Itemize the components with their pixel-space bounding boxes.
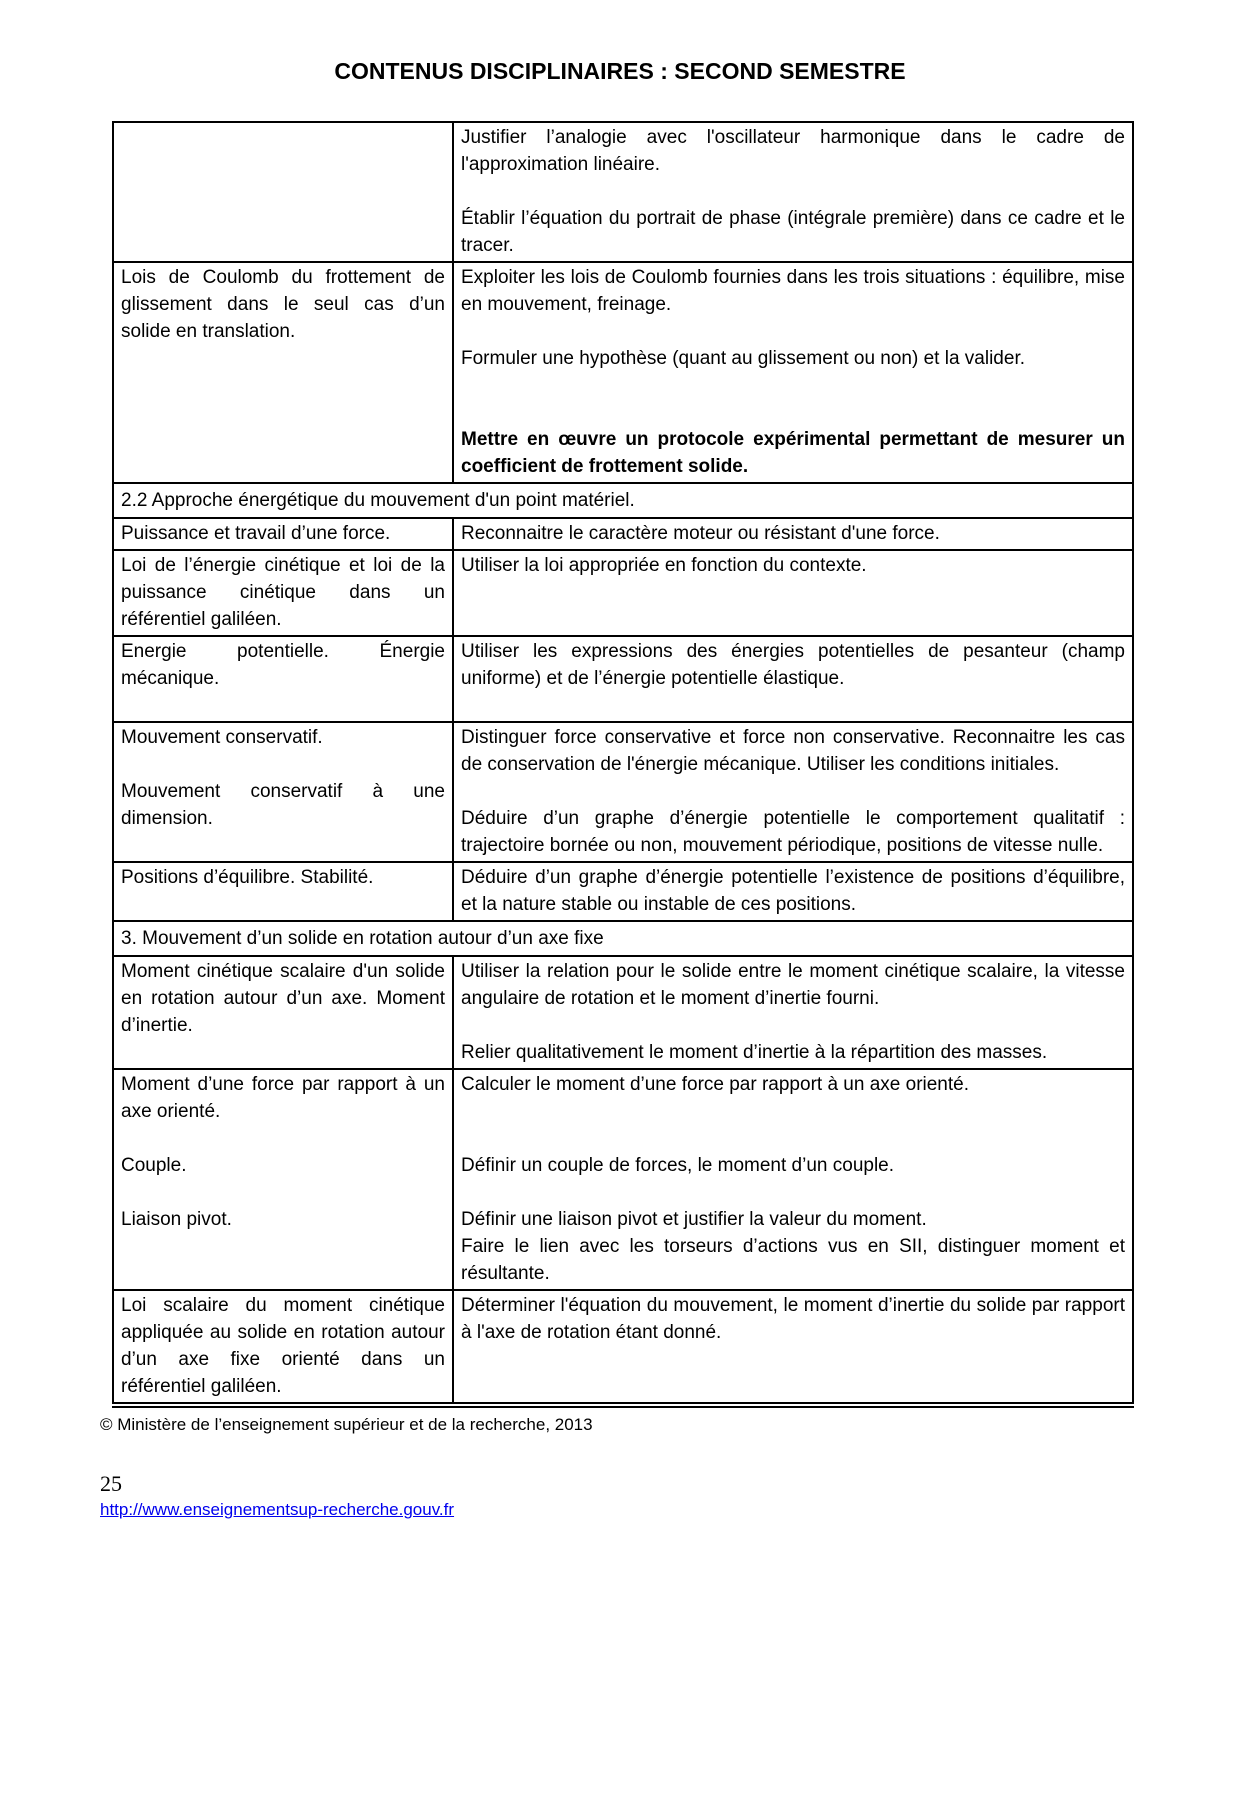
blank-line — [461, 178, 1125, 205]
blank-line — [461, 1125, 1125, 1152]
curriculum-table-container — [112, 121, 1134, 1408]
capacites-cell — [453, 262, 1133, 483]
cell-text: Puissance et travail d’une force. — [121, 523, 391, 544]
table-row — [113, 518, 1133, 550]
notions-cell — [113, 518, 453, 550]
blank-line — [461, 399, 1125, 426]
capacites-cell — [453, 1069, 1133, 1290]
capacites-cell — [453, 956, 1133, 1069]
table-row — [113, 550, 1133, 636]
cell-text: Couple. — [121, 1155, 187, 1176]
notions-cell — [113, 862, 453, 921]
capacites-cell — [453, 550, 1133, 636]
section-row — [113, 483, 1133, 518]
blank-line — [461, 692, 1125, 719]
notions-cell — [113, 956, 453, 1069]
copyright-notice: © Ministère de l’enseignement supérieur et de la recherche, 2013 — [100, 1415, 593, 1434]
cell-text: Définir une liaison pivot et justifier la valeur du moment. — [461, 1209, 927, 1230]
cell-text: Justifier l’analogie avec l'oscillateur harmonique dans le cadre de l'approximation linéaire. — [461, 127, 1125, 175]
cell-text: Distinguer force conservative et force non conservative. Reconnaitre les cas de conservation de l'énergie mécanique. Utiliser les conditions initiales. — [461, 727, 1125, 775]
capacites-cell — [453, 1290, 1133, 1405]
cell-text: Utiliser la loi appropriée en fonction du contexte. — [461, 555, 867, 576]
table-row — [113, 722, 1133, 862]
cell-text: Relier qualitativement le moment d’inertie à la répartition des masses. — [461, 1042, 1048, 1063]
table-row — [113, 636, 1133, 722]
notions-cell — [113, 122, 453, 262]
blank-line — [461, 1179, 1125, 1206]
blank-line — [461, 1098, 1125, 1125]
notions-cell — [113, 550, 453, 636]
cell-text: Exploiter les lois de Coulomb fournies dans les trois situations : équilibre, mise en mouvement, freinage. — [461, 267, 1125, 315]
section-title: 2.2 Approche énergétique du mouvement d'un point matériel. — [113, 483, 1133, 518]
cell-text: Déterminer l'équation du mouvement, le moment d’inertie du solide par rapport à l'axe de rotation étant donné. — [461, 1295, 1125, 1343]
capacite-bold-text: Mettre en œuvre un protocole expérimental permettant de mesurer un coefficient de frottement solide. — [461, 429, 1125, 477]
table-row — [113, 956, 1133, 1069]
notions-cell — [113, 636, 453, 722]
cell-text: Energie potentielle. Énergie mécanique. — [121, 641, 445, 689]
cell-text: Moment d’une force par rapport à un axe orienté. — [121, 1074, 445, 1122]
blank-line — [461, 1012, 1125, 1039]
table-row — [113, 862, 1133, 921]
cell-text: Loi scalaire du moment cinétique appliquée au solide en rotation autour d’un axe fixe orienté dans un référentiel galiléen. — [121, 1295, 445, 1397]
curriculum-table — [112, 121, 1134, 1408]
blank-line — [461, 372, 1125, 399]
capacites-cell — [453, 722, 1133, 862]
capacites-cell — [453, 518, 1133, 550]
capacites-cell — [453, 122, 1133, 262]
curriculum-table-body — [113, 122, 1133, 1405]
page-number: 25 — [100, 1471, 122, 1496]
cell-text: Faire le lien avec les torseurs d’actions vus en SII, distinguer moment et résultante. — [461, 1236, 1125, 1284]
ministry-website-link[interactable]: http://www.enseignementsup-recherche.gouv.fr — [100, 1500, 455, 1519]
cell-text: Déduire d’un graphe d’énergie potentielle le comportement qualitatif : trajectoire bornée ou non, mouvement périodique, positions de vitesse nulle. — [461, 808, 1125, 856]
cell-text: Liaison pivot. — [121, 1209, 232, 1230]
table-row — [113, 1290, 1133, 1405]
cell-text: Positions d’équilibre. Stabilité. — [121, 867, 374, 888]
cell-text: Moment cinétique scalaire d'un solide en rotation autour d’un axe. Moment d’inertie. — [121, 961, 445, 1036]
cell-text: Reconnaitre le caractère moteur ou résistant d'une force. — [461, 523, 940, 544]
cell-text: Utiliser la relation pour le solide entre le moment cinétique scalaire, la vitesse angulaire de rotation et le moment d’inertie fourni. — [461, 961, 1125, 1009]
page-title: CONTENUS DISCIPLINAIRES : SECOND SEMESTRE — [334, 58, 906, 84]
blank-line — [121, 1125, 445, 1152]
capacites-cell — [453, 636, 1133, 722]
notions-cell — [113, 1069, 453, 1290]
page-footer — [100, 1415, 1240, 1520]
cell-text: Définir un couple de forces, le moment d’un couple. — [461, 1155, 895, 1176]
capacites-cell — [453, 862, 1133, 921]
cell-text: Établir l’équation du portrait de phase (intégrale première) dans ce cadre et le tracer. — [461, 208, 1125, 256]
section-title: 3. Mouvement d’un solide en rotation autour d’un axe fixe — [113, 921, 1133, 956]
cell-text: Mouvement conservatif à une dimension. — [121, 781, 445, 829]
document-page — [0, 58, 1240, 1520]
blank-line — [121, 751, 445, 778]
notions-cell — [113, 262, 453, 483]
blank-line — [121, 1179, 445, 1206]
cell-text: Formuler une hypothèse (quant au glissement ou non) et la valider. — [461, 348, 1025, 369]
notions-cell — [113, 1290, 453, 1405]
table-row — [113, 122, 1133, 262]
cell-text: Mouvement conservatif. — [121, 727, 323, 748]
table-row — [113, 1069, 1133, 1290]
table-row — [113, 262, 1133, 483]
cell-text: Loi de l’énergie cinétique et loi de la puissance cinétique dans un référentiel galiléen. — [121, 555, 445, 630]
blank-line — [461, 318, 1125, 345]
cell-text: Utiliser les expressions des énergies potentielles de pesanteur (champ uniforme) et de l’énergie potentielle élastique. — [461, 641, 1125, 689]
cell-text: Calculer le moment d’une force par rapport à un axe orienté. — [461, 1074, 969, 1095]
cell-text: Déduire d’un graphe d’énergie potentielle l’existence de positions d’équilibre, et la nature stable ou instable de ces positions. — [461, 867, 1125, 915]
notions-cell — [113, 722, 453, 862]
blank-line — [461, 778, 1125, 805]
section-row — [113, 921, 1133, 956]
cell-text: Lois de Coulomb du frottement de glissement dans le seul cas d’un solide en translation. — [121, 267, 445, 342]
